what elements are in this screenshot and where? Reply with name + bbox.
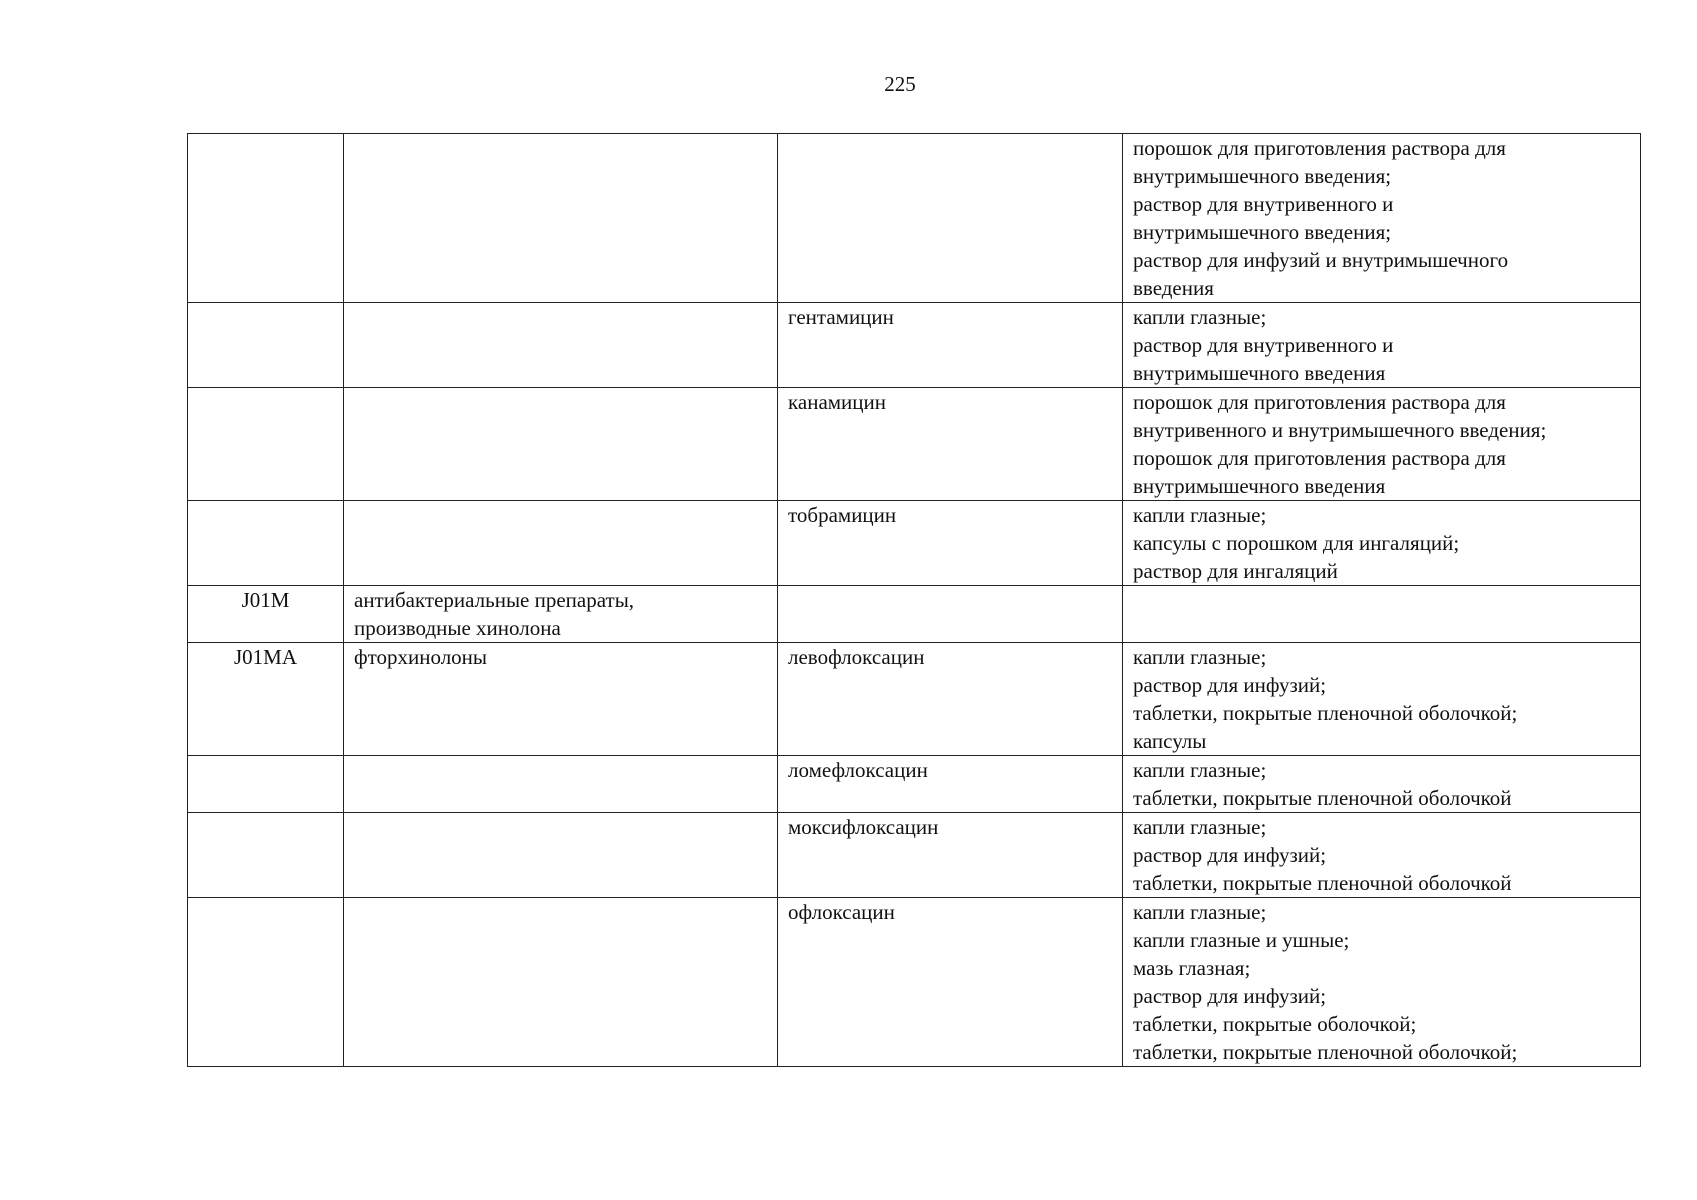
drug-name-cell xyxy=(778,134,1123,303)
dosage-form-line: мазь глазная; xyxy=(1133,956,1251,980)
atc-code-cell xyxy=(188,501,344,586)
group-name-cell xyxy=(344,501,778,586)
dosage-forms-cell xyxy=(1123,586,1641,643)
drug-name-cell: гентамицин xyxy=(778,303,1123,388)
dosage-forms-cell xyxy=(1123,643,1641,756)
atc-code-cell: J01MA xyxy=(188,643,344,756)
dosage-form-line: порошок для приготовления раствора для xyxy=(1133,390,1506,414)
drug-table xyxy=(187,133,1641,1067)
atc-code-cell: J01M xyxy=(188,586,344,643)
group-name-cell xyxy=(344,898,778,1067)
dosage-form-line: таблетки, покрытые оболочкой; xyxy=(1133,1012,1417,1036)
table-body xyxy=(188,134,1641,1067)
dosage-form-line: таблетки, покрытые пленочной оболочкой; xyxy=(1133,701,1518,725)
table-row xyxy=(188,134,1641,303)
table-row xyxy=(188,303,1641,388)
atc-code-cell xyxy=(188,756,344,813)
dosage-form-line: капсулы xyxy=(1133,729,1207,753)
dosage-form-line: введения xyxy=(1133,276,1214,300)
dosage-form-line: капли глазные и ушные; xyxy=(1133,928,1350,952)
group-name-cell xyxy=(344,586,778,643)
atc-code-cell xyxy=(188,813,344,898)
dosage-form-line: внутримышечного введения; xyxy=(1133,164,1392,188)
group-name-cell xyxy=(344,643,778,756)
drug-name-cell: моксифлоксацин xyxy=(778,813,1123,898)
dosage-form-line: капсулы с порошком для ингаляций; xyxy=(1133,531,1460,555)
dosage-form-line: раствор для ингаляций xyxy=(1133,559,1338,583)
atc-code-cell xyxy=(188,388,344,501)
group-name-line: фторхинолоны xyxy=(354,645,488,669)
group-name-line: производные хинолона xyxy=(354,616,561,640)
dosage-form-line: капли глазные; xyxy=(1133,503,1267,527)
dosage-form-line: капли глазные; xyxy=(1133,900,1267,924)
table-row xyxy=(188,501,1641,586)
dosage-forms-cell xyxy=(1123,813,1641,898)
dosage-form-line: капли глазные; xyxy=(1133,305,1267,329)
group-name-cell xyxy=(344,756,778,813)
group-name-line: антибактериальные препараты, xyxy=(354,588,635,612)
atc-code-cell xyxy=(188,898,344,1067)
table-row xyxy=(188,813,1641,898)
group-name-cell xyxy=(344,813,778,898)
dosage-forms-cell xyxy=(1123,898,1641,1067)
dosage-form-line: внутримышечного введения xyxy=(1133,474,1386,498)
drug-name-cell: канамицин xyxy=(778,388,1123,501)
drug-name-cell: тобрамицин xyxy=(778,501,1123,586)
dosage-form-line: капли глазные; xyxy=(1133,758,1267,782)
table-row xyxy=(188,586,1641,643)
dosage-form-line: внутримышечного введения xyxy=(1133,361,1386,385)
dosage-form-line: раствор для внутривенного и xyxy=(1133,192,1394,216)
drug-name-cell: ломефлоксацин xyxy=(778,756,1123,813)
dosage-form-line: раствор для внутривенного и xyxy=(1133,333,1394,357)
dosage-form-line: раствор для инфузий и внутримышечного xyxy=(1133,248,1509,272)
dosage-form-line: таблетки, покрытые пленочной оболочкой xyxy=(1133,871,1512,895)
dosage-forms-cell xyxy=(1123,388,1641,501)
dosage-form-line: капли глазные; xyxy=(1133,815,1267,839)
table-row xyxy=(188,388,1641,501)
table-row xyxy=(188,898,1641,1067)
dosage-forms-cell xyxy=(1123,134,1641,303)
dosage-form-line: раствор для инфузий; xyxy=(1133,984,1327,1008)
dosage-form-line: порошок для приготовления раствора для xyxy=(1133,136,1506,160)
dosage-forms-cell xyxy=(1123,756,1641,813)
dosage-form-line: порошок для приготовления раствора для xyxy=(1133,446,1506,470)
atc-code-cell xyxy=(188,303,344,388)
group-name-cell xyxy=(344,303,778,388)
dosage-form-line: внутривенного и внутримышечного введения; xyxy=(1133,418,1547,442)
dosage-forms-cell xyxy=(1123,501,1641,586)
drug-name-cell: офлоксацин xyxy=(778,898,1123,1067)
page-number: 225 xyxy=(884,72,916,96)
dosage-forms-cell xyxy=(1123,303,1641,388)
drug-name-cell xyxy=(778,586,1123,643)
drug-name-cell: левофлоксацин xyxy=(778,643,1123,756)
group-name-cell xyxy=(344,388,778,501)
dosage-form-line: раствор для инфузий; xyxy=(1133,673,1327,697)
dosage-form-line: таблетки, покрытые пленочной оболочкой xyxy=(1133,786,1512,810)
dosage-form-line: капли глазные; xyxy=(1133,645,1267,669)
group-name-cell xyxy=(344,134,778,303)
dosage-form-line: таблетки, покрытые пленочной оболочкой; xyxy=(1133,1040,1518,1064)
dosage-form-line: внутримышечного введения; xyxy=(1133,220,1392,244)
atc-code-cell xyxy=(188,134,344,303)
dosage-form-line: раствор для инфузий; xyxy=(1133,843,1327,867)
table-row xyxy=(188,643,1641,756)
table-row xyxy=(188,756,1641,813)
